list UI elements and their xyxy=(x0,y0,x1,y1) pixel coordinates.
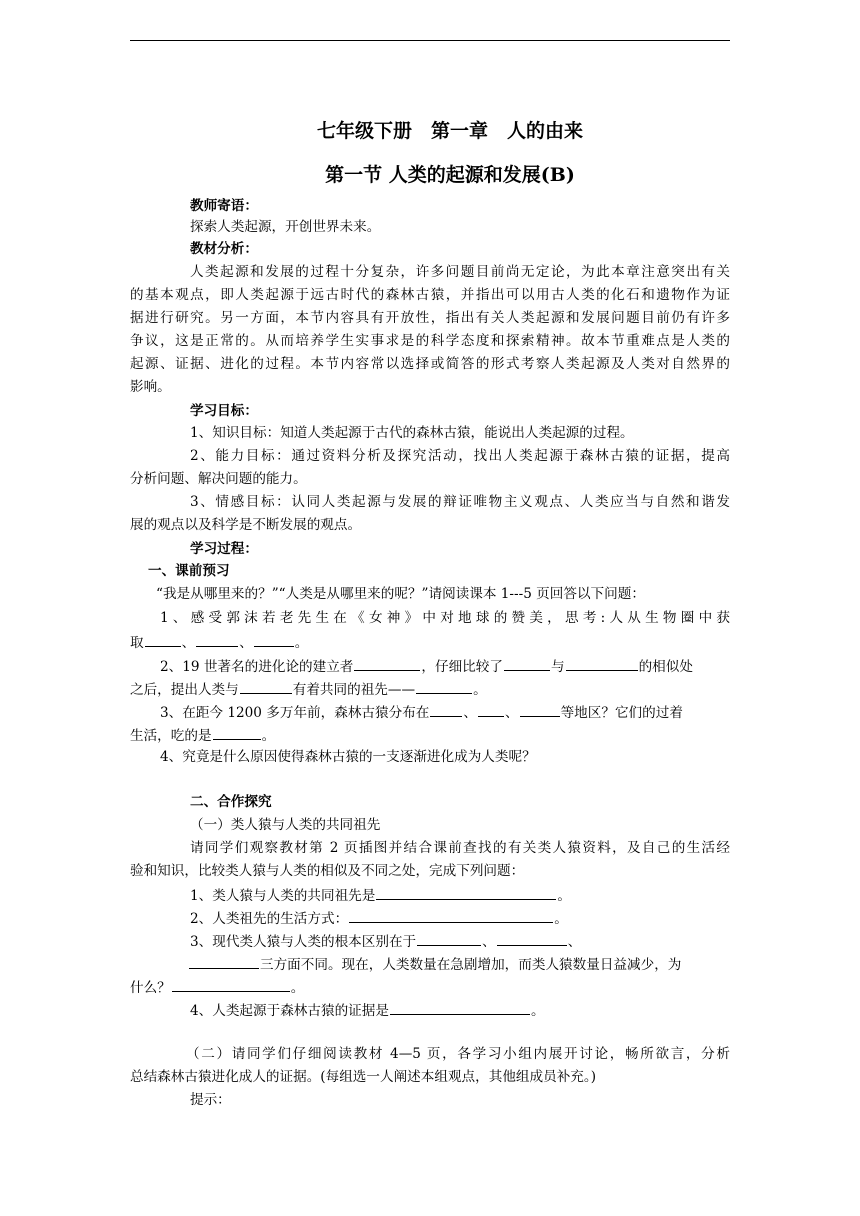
goal-line: 3、情感目标：认同人类起源与发展的辩证唯物主义观点、人类应当与自然和谐发 xyxy=(190,494,730,510)
answer-blank[interactable] xyxy=(354,655,420,671)
part1-heading: 一、课前预习 xyxy=(148,563,230,579)
chapter-title: 七年级下册 第一章 人的由来 xyxy=(316,120,583,142)
sub1-intro-cont: 验和知识，比较类人猿与人类的相似及不同之处，完成下列问题： xyxy=(130,863,525,879)
question-2: 2、19 世著名的进化论的建立者 ，仔细比较了 与 的相似处 xyxy=(130,655,760,677)
question-1: 1、感受郭沫若老先生在《女神》中对地球的赞美，思考:人从生物圈中获 xyxy=(160,610,730,626)
answer-blank[interactable] xyxy=(196,631,238,647)
analysis-heading: 教材分析： xyxy=(190,241,258,257)
analysis-line: 据进行研究。另一方面，本节内容具有开放性，指出有关人类起源和发展问题目前仍有许多 xyxy=(130,310,730,326)
question-4: 4、究竟是什么原因使得森林古猿的一支逐渐进化成为人类呢？ xyxy=(160,749,536,765)
answer-blank[interactable] xyxy=(145,631,181,647)
header-rule xyxy=(130,40,730,41)
goal-line: 分析问题、解决问题的能力。 xyxy=(130,471,307,487)
analysis-line: 争议，这是正常的。从而培养学生实事求是的科学态度和探索精神。故本节重难点是人类的 xyxy=(130,333,730,349)
goal-line: 展的观点以及科学是不断发展的观点。 xyxy=(130,517,362,533)
goals-heading: 学习目标： xyxy=(190,403,258,419)
sub1-intro: 请同学们观察教材第 2 页插图并结合课前查找的有关类人猿资料，及自己的生活经 xyxy=(190,840,730,856)
answer-blank[interactable] xyxy=(376,884,556,900)
answer-blank[interactable] xyxy=(189,953,259,969)
answer-blank[interactable] xyxy=(240,678,292,694)
answer-blank[interactable] xyxy=(213,724,261,740)
analysis-line: 起源、证据、进化的过程。本节内容常以选择或简答的形式考察人类起源及人类对自然界的 xyxy=(130,356,730,372)
sub2-text: （二）请同学们仔细阅读教材 4—5 页，各学习小组内展开讨论，畅所欲言，分析 xyxy=(186,1046,730,1062)
answer-blank[interactable] xyxy=(478,701,504,717)
coop-question-4: 4、人类起源于森林古猿的证据是 。 xyxy=(130,999,790,1021)
answer-blank[interactable] xyxy=(416,678,472,694)
answer-blank[interactable] xyxy=(504,655,550,671)
answer-blank[interactable] xyxy=(349,907,553,923)
coop-question-3: 3、现代类人猿与人类的根本区别在于 、 、 xyxy=(130,930,790,952)
teacher-text: 探索人类起源，开创世界未来。 xyxy=(190,219,381,235)
answer-blank[interactable] xyxy=(254,631,294,647)
process-heading: 学习过程： xyxy=(190,541,258,557)
hint-label: 提示： xyxy=(190,1092,231,1108)
question-3: 3、在距今 1200 多万年前，森林古猿分布在 、 、 等地区？它们的过着 xyxy=(130,701,760,723)
analysis-line: 的基本观点，即人类起源于远古时代的森林古猿，并指出可以用古人类的化石和遗物作为证 xyxy=(130,287,730,303)
goal-line: 2、能力目标：通过资料分析及探究活动，找出人类起源于森林古猿的证据，提高 xyxy=(190,448,730,464)
analysis-line: 影响。 xyxy=(130,379,171,395)
coop-question-3-cont: 三方面不同。现在，人类数量在急剧增加，而类人猿数量日益减少，为 xyxy=(130,953,788,975)
sub2-text-cont: 总结森林古猿进化成人的证据。(每组选一人阐述本组观点，其他组成员补充。) xyxy=(130,1069,596,1085)
answer-blank[interactable] xyxy=(497,930,567,946)
goal-line: 1、知识目标：知道人类起源于古代的森林古猿，能说出人类起源的过程。 xyxy=(190,425,634,441)
coop-question-3-cont2: 什么？ 。 xyxy=(130,976,730,998)
teacher-heading: 教师寄语： xyxy=(190,198,258,214)
answer-blank[interactable] xyxy=(520,701,560,717)
question-3-cont: 生活，吃的是 。 xyxy=(130,724,730,746)
part1-intro: “我是从哪里来的？”“人类是从哪里来的呢？”请阅读课本 1---5 页回答以下问题： xyxy=(156,586,645,602)
sub1-heading: （一）类人猿与人类的共同祖先 xyxy=(190,817,381,833)
coop-question-2: 2、人类祖先的生活方式： 。 xyxy=(130,907,790,929)
answer-blank[interactable] xyxy=(390,999,530,1015)
answer-blank[interactable] xyxy=(172,976,290,992)
answer-blank[interactable] xyxy=(417,930,481,946)
analysis-line: 人类起源和发展的过程十分复杂，许多问题目前尚无定论，为此本章注意突出有关 xyxy=(190,264,730,280)
question-2-cont: 之后，提出人类与 有着共同的祖先—— 。 xyxy=(130,678,730,700)
question-1-cont: 取 、 、 。 xyxy=(130,631,730,653)
section-title: 第一节 人类的起源和发展(B) xyxy=(325,164,575,186)
answer-blank[interactable] xyxy=(430,701,462,717)
part2-heading: 二、合作探究 xyxy=(190,794,272,810)
coop-question-1: 1、类人猿与人类的共同祖先是 。 xyxy=(130,884,790,906)
answer-blank[interactable] xyxy=(566,655,638,671)
